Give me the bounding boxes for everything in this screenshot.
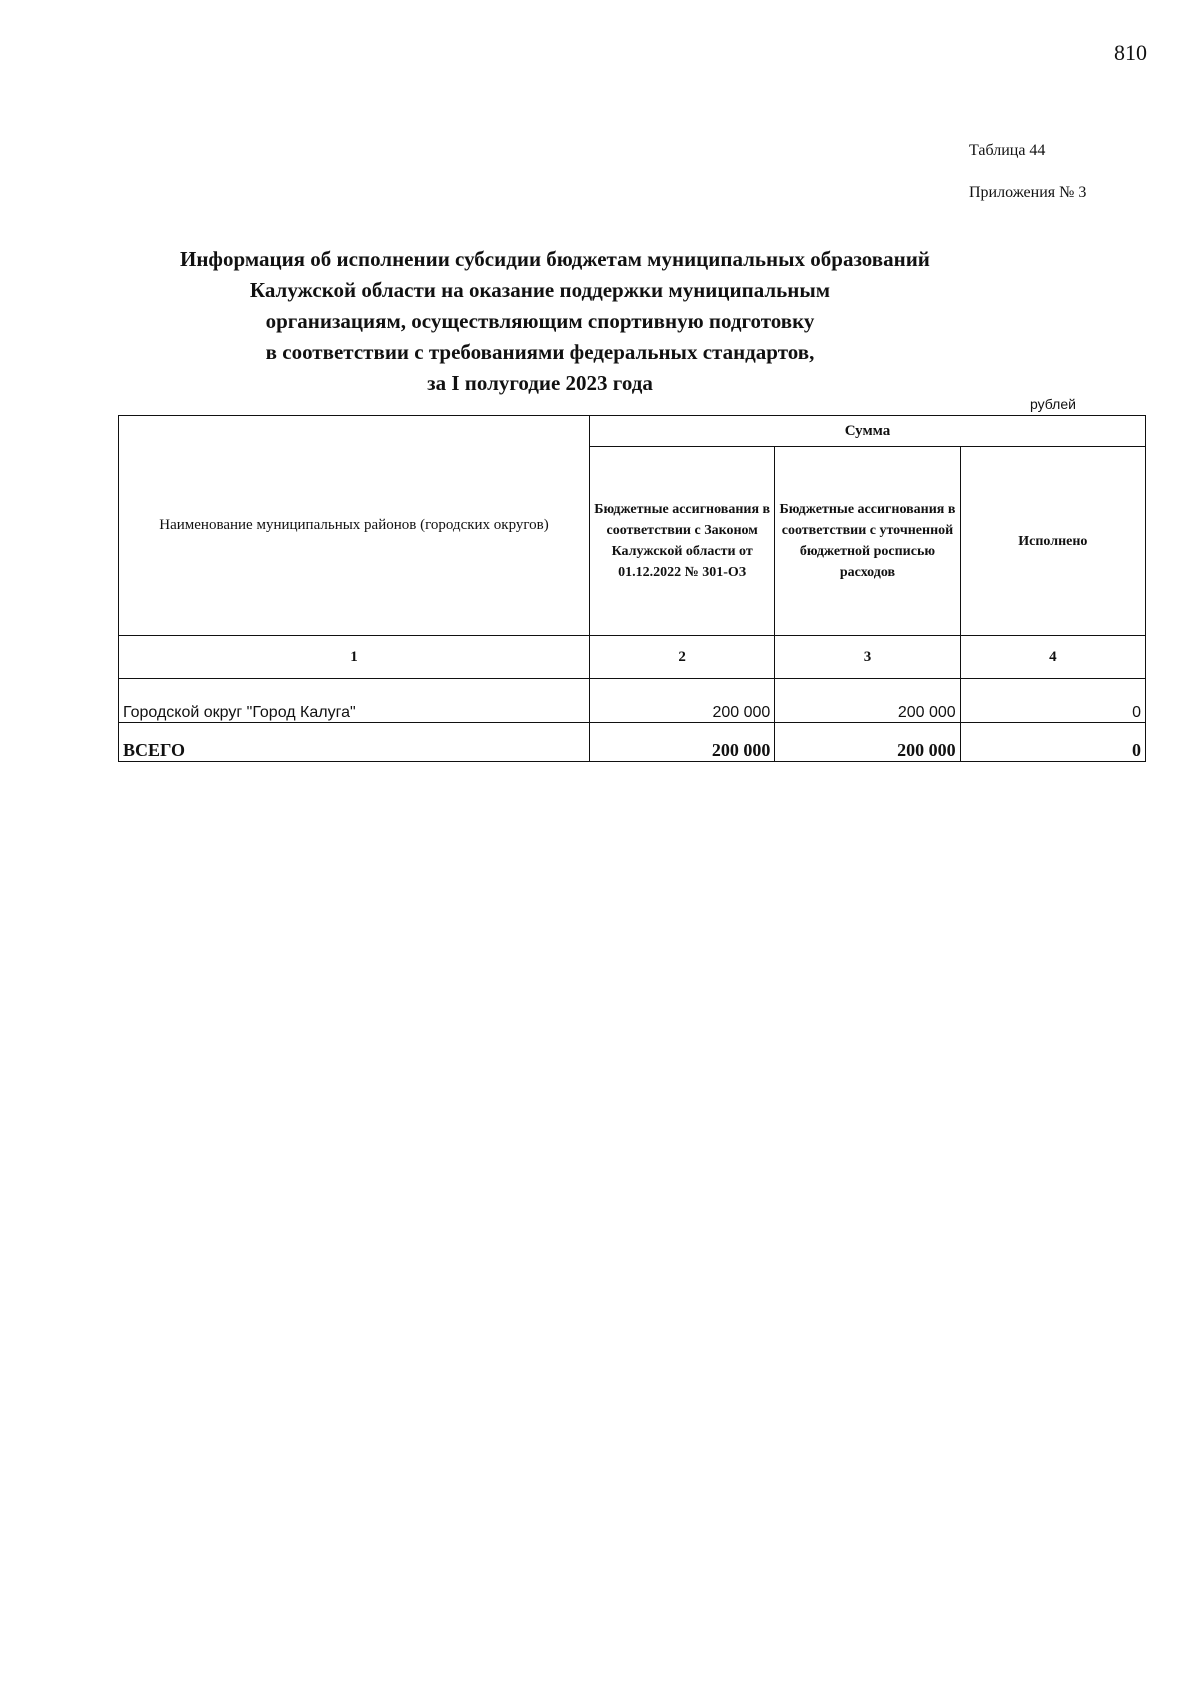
currency-unit: рублей	[1030, 396, 1076, 412]
appendix-reference: Приложения № 3	[969, 184, 1087, 201]
municipality-name: Городской округ "Город Калуга"	[119, 679, 590, 723]
page-number: 810	[1114, 40, 1147, 65]
column-number: 1	[119, 636, 590, 679]
document-title	[180, 244, 930, 399]
table-header-row	[119, 416, 1146, 447]
executed-value: 0	[960, 679, 1145, 723]
table-reference: Таблица 44	[969, 142, 1046, 159]
column-number: 3	[775, 636, 960, 679]
title-line-1: Информация об исполнении субсидии бюджетам муниципальных образований	[180, 247, 930, 271]
law-allocation-value: 200 000	[590, 679, 775, 723]
title-line-3: организациям, осуществляющим спортивную подготовку	[265, 309, 815, 333]
total-row	[119, 723, 1146, 762]
column-numbers-row	[119, 636, 1146, 679]
total-label: ВСЕГО	[119, 723, 590, 762]
subsidy-table	[118, 415, 1146, 762]
municipality-column-header: Наименование муниципальных районов (городских округов)	[119, 416, 590, 636]
refined-allocation-column-header: Бюджетные ассигнования в соответствии с уточненной бюджетной росписью расходов	[775, 447, 960, 636]
total-law-allocation: 200 000	[590, 723, 775, 762]
title-line-4: в соответствии с требованиями федеральных стандартов,	[265, 340, 815, 364]
title-line-5: за I полугодие 2023 года	[427, 371, 653, 395]
total-executed: 0	[960, 723, 1145, 762]
column-number: 4	[960, 636, 1145, 679]
title-line-2: Калужской области на оказание поддержки муниципальным	[249, 278, 831, 302]
refined-allocation-value: 200 000	[775, 679, 960, 723]
column-number: 2	[590, 636, 775, 679]
table-row	[119, 679, 1146, 723]
total-refined-allocation: 200 000	[775, 723, 960, 762]
law-allocation-column-header: Бюджетные ассигнования в соответствии с Законом Калужской области от 01.12.2022 № 301-ОЗ	[590, 447, 775, 636]
executed-column-header: Исполнено	[960, 447, 1145, 636]
sum-group-header: Сумма	[590, 416, 1146, 447]
